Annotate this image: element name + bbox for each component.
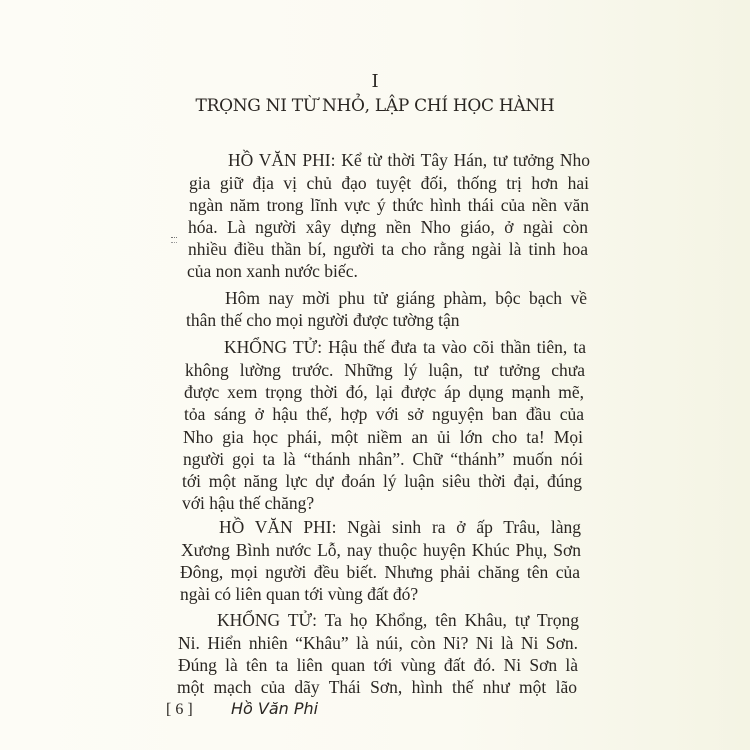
- text-line: của non xanh nước biếc.: [187, 261, 358, 281]
- text-line: được xem trọng thời đó, lại được áp dụng mạnh mẽ,: [184, 382, 584, 402]
- text-line: không lường trước. Những lý luận, tư tưởng chưa: [185, 360, 585, 380]
- text-line: ngài có liên quan tới vùng đất đó?: [180, 584, 419, 604]
- text-line: với hậu thế chăng?: [182, 493, 315, 513]
- text-line: người gọi ta là “thánh nhân”. Chữ “thánh” muốn nói: [183, 449, 583, 469]
- text-line: KHỔNG TỬ: Ta họ Khổng, tên Khâu, tự Trọng: [217, 610, 579, 630]
- page-number: [ 6 ]: [166, 701, 193, 718]
- text-line: Hôm nay mời phu tử giáng phàm, bộc bạch về: [225, 288, 587, 308]
- chapter-title: TRỌNG NI TỪ NHỎ, LẬP CHÍ HỌC HÀNH: [195, 96, 555, 116]
- text-line: hóa. Là người xây dựng nền Nho giáo, ở ngài còn: [188, 217, 588, 237]
- text-line: nhiều điều thần bí, người ta cho rằng ngài là tinh hoa: [188, 239, 588, 259]
- text-line: gia giữ địa vị chủ đạo tuyệt đối, thống trị hơn hai: [189, 173, 589, 193]
- chapter-number: I: [371, 71, 379, 92]
- text-line: HỒ VĂN PHI: Kể từ thời Tây Hán, tư tưởng Nho: [228, 150, 590, 170]
- text-line: HỒ VĂN PHI: Ngài sinh ra ở ấp Trâu, làng: [219, 517, 581, 537]
- text-line: KHỔNG TỬ: Hậu thế đưa ta vào cõi thần tiên, ta: [224, 337, 586, 357]
- text-line: tỏa sáng ở hậu thế, hợp với sở nguyện ban đầu của: [184, 404, 584, 424]
- text-line: ngàn năm trong lĩnh vực ý thức hình thái của nền văn: [189, 195, 589, 215]
- text-line: Đúng là tên ta liên quan tới vùng đất đó. Ni Sơn là: [178, 655, 578, 675]
- text-line: thân thế cho mọi người được tường tận: [186, 310, 460, 330]
- running-footer-author: Hồ Văn Phi: [231, 699, 319, 718]
- text-line: Ni. Hiển nhiên “Khâu” là núi, còn Ni? Ni là Ni Sơn.: [178, 633, 578, 653]
- scan-speck: [171, 237, 177, 243]
- text-line: một mạch của dãy Thái Sơn, hình thế như một lão: [177, 677, 577, 697]
- text-line: tới một năng lực dự đoán lý luận siêu thời đại, đúng: [182, 471, 582, 491]
- text-line: Xương Bình nước Lỗ, nay thuộc huyện Khúc Phụ, Sơn: [181, 540, 581, 560]
- text-line: Đông, mọi người đều biết. Nhưng phải chăng tên của: [180, 562, 580, 582]
- text-line: Nho gia học phái, một niềm an ủi lớn cho ta! Mọi: [183, 427, 583, 447]
